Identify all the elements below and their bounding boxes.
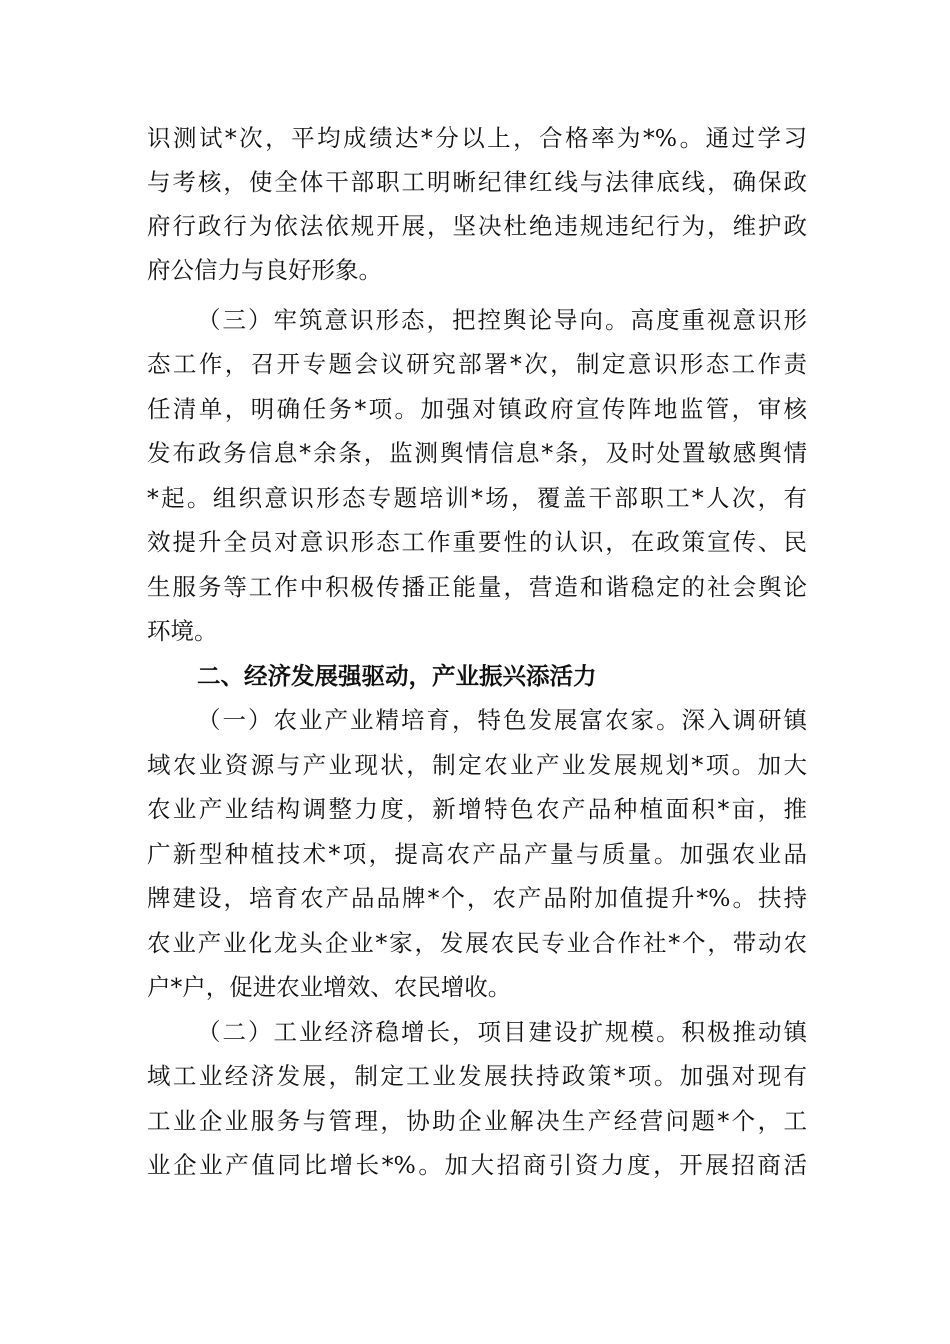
paragraph-line: 效提升全员对意识形态工作重要性的认识，在政策宣传、民 (147, 528, 807, 556)
subsection-2-line: （二）工业经济稳增长，项目建设扩规模。积极推动镇 (197, 1018, 807, 1046)
paragraph-line: 业企业产值同比增长*%。加大招商引资力度，开展招商活 (147, 1151, 807, 1179)
section-3-line: （三）牢筑意识形态，把控舆论导向。高度重视意识形 (197, 306, 807, 334)
paragraph-line: 发布政务信息*余条，监测舆情信息*条，及时处置敏感舆情 (147, 439, 807, 467)
paragraph-line: 态工作，召开专题会议研究部署*次，制定意识形态工作责 (147, 350, 807, 378)
paragraph-line: 工业企业服务与管理，协助企业解决生产经营问题*个，工 (147, 1107, 807, 1135)
paragraph-line: 识测试*次，平均成绩达*分以上，合格率为*%。通过学习 (147, 124, 807, 152)
paragraph-line: 牌建设，培育农产品品牌*个，农产品附加值提升*%。扶持 (147, 884, 807, 912)
paragraph-line: 域工业经济发展，制定工业发展扶持政策*项。加强对现有 (147, 1062, 807, 1090)
paragraph-line: 任清单，明确任务*项。加强对镇政府宣传阵地监管，审核 (147, 395, 807, 423)
subsection-1-line: （一）农业产业精培育，特色发展富农家。深入调研镇 (197, 706, 807, 734)
paragraph-line: 环境。 (147, 617, 218, 645)
paragraph-line: 农业产业化龙头企业*家，发展农民专业合作社*个，带动农 (147, 929, 807, 957)
paragraph-line: 农业产业结构调整力度，新增特色农产品种植面积*亩，推 (147, 795, 807, 823)
paragraph-line: 域农业资源与产业现状，制定农业产业发展规划*项。加大 (147, 751, 807, 779)
paragraph-line: 与考核，使全体干部职工明晰纪律红线与法律底线，确保政 (147, 168, 807, 196)
section-heading: 二、经济发展强驱动，产业振兴添活力 (197, 662, 597, 690)
paragraph-line: 府公信力与良好形象。 (147, 256, 382, 284)
paragraph-line: 府行政行为依法依规开展，坚决杜绝违规违纪行为，维护政 (147, 212, 807, 240)
paragraph-line: 生服务等工作中积极传播正能量，营造和谐稳定的社会舆论 (147, 573, 807, 601)
paragraph-line: 户*户，促进农业增效、农民增收。 (147, 973, 512, 1001)
paragraph-line: *起。组织意识形态专题培训*场，覆盖干部职工*人次，有 (147, 484, 807, 512)
paragraph-line: 广新型种植技术*项，提高农产品产量与质量。加强农业品 (147, 840, 807, 868)
